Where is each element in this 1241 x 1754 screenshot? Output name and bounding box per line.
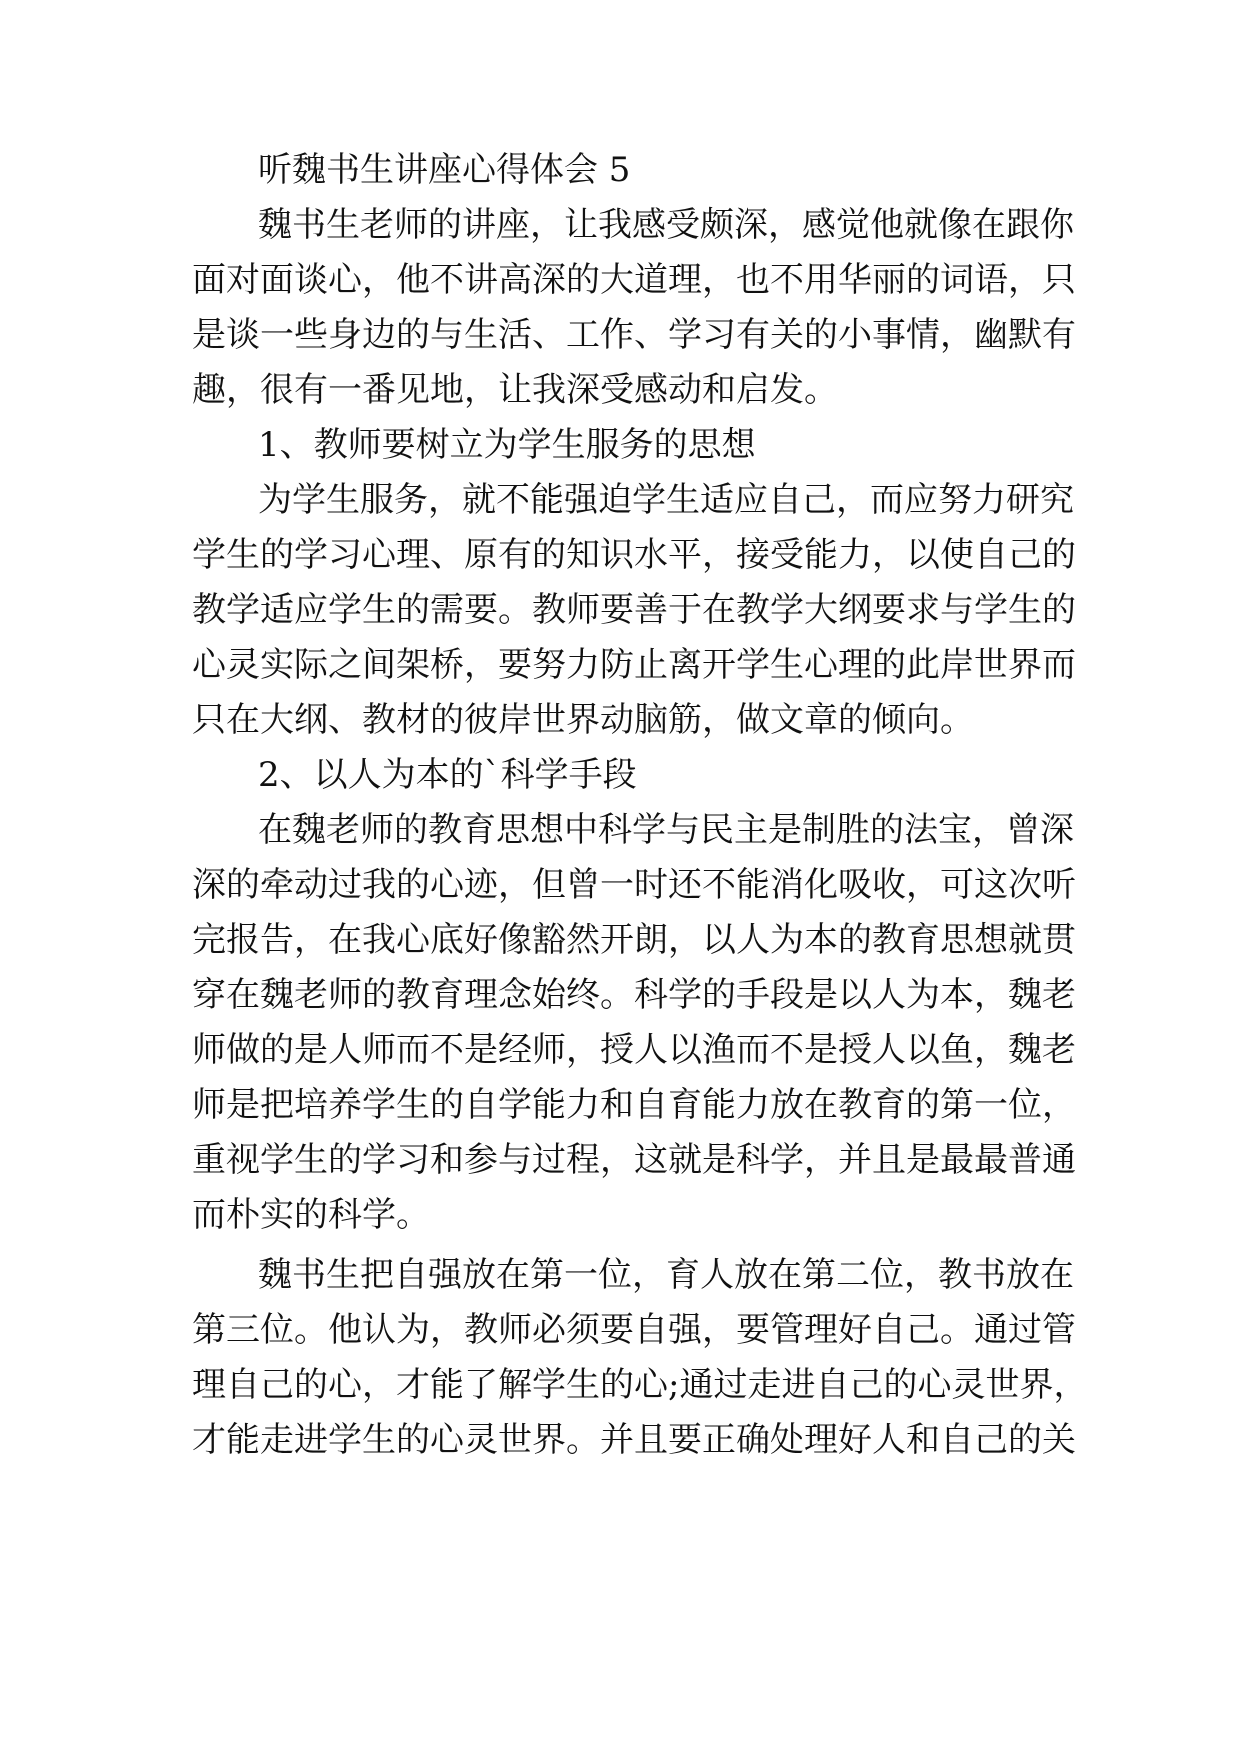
paragraph-line: 完报告，在我心底好像豁然开朗，以人为本的教育思想就贯 <box>192 920 1076 960</box>
paragraph-line: 师做的是人师而不是经师，授人以渔而不是授人以鱼，魏老 <box>192 1030 1076 1070</box>
paragraph-line: 理自己的心，才能了解学生的心;通过走进自己的心灵世界， <box>192 1365 1088 1405</box>
paragraph-line: 面对面谈心，他不讲高深的大道理，也不用华丽的词语，只 <box>192 260 1076 300</box>
paragraph-line: 重视学生的学习和参与过程，这就是科学，并且是最最普通 <box>192 1140 1076 1180</box>
paragraph-line: 师是把培养学生的自学能力和自育能力放在教育的第一位， <box>192 1085 1076 1125</box>
paragraph-line: 穿在魏老师的教育理念始终。科学的手段是以人为本，魏老 <box>192 975 1076 1015</box>
paragraph-line: 深的牵动过我的心迹，但曾一时还不能消化吸收，可这次听 <box>192 865 1076 905</box>
paragraph-line: 而朴实的科学。 <box>192 1195 430 1235</box>
paragraph-line: 是谈一些身边的与生活、工作、学习有关的小事情，幽默有 <box>192 315 1076 355</box>
paragraph-line: 教学适应学生的需要。教师要善于在教学大纲要求与学生的 <box>192 590 1076 630</box>
paragraph-line: 在魏老师的教育思想中科学与民主是制胜的法宝，曾深 <box>258 810 1074 850</box>
section-heading: 1、教师要树立为学生服务的思想 <box>258 425 756 465</box>
document-title: 听魏书生讲座心得体会 5 <box>258 150 631 190</box>
paragraph-line: 为学生服务，就不能强迫学生适应自己，而应努力研究 <box>258 480 1074 520</box>
paragraph-line: 魏书生老师的讲座，让我感受颇深，感觉他就像在跟你 <box>258 205 1074 245</box>
paragraph-line: 趣，很有一番见地，让我深受感动和启发。 <box>192 370 838 410</box>
paragraph-line: 只在大纲、教材的彼岸世界动脑筋，做文章的倾向。 <box>192 700 974 740</box>
paragraph-line: 魏书生把自强放在第一位，育人放在第二位，教书放在 <box>258 1255 1074 1295</box>
paragraph-line: 学生的学习心理、原有的知识水平，接受能力，以使自己的 <box>192 535 1076 575</box>
paragraph-line: 心灵实际之间架桥，要努力防止离开学生心理的此岸世界而 <box>192 645 1076 685</box>
paragraph-line: 才能走进学生的心灵世界。并且要正确处理好人和自己的关 <box>192 1420 1076 1460</box>
section-heading: 2、以人为本的`科学手段 <box>258 755 637 795</box>
paragraph-line: 第三位。他认为，教师必须要自强，要管理好自己。通过管 <box>192 1310 1076 1350</box>
